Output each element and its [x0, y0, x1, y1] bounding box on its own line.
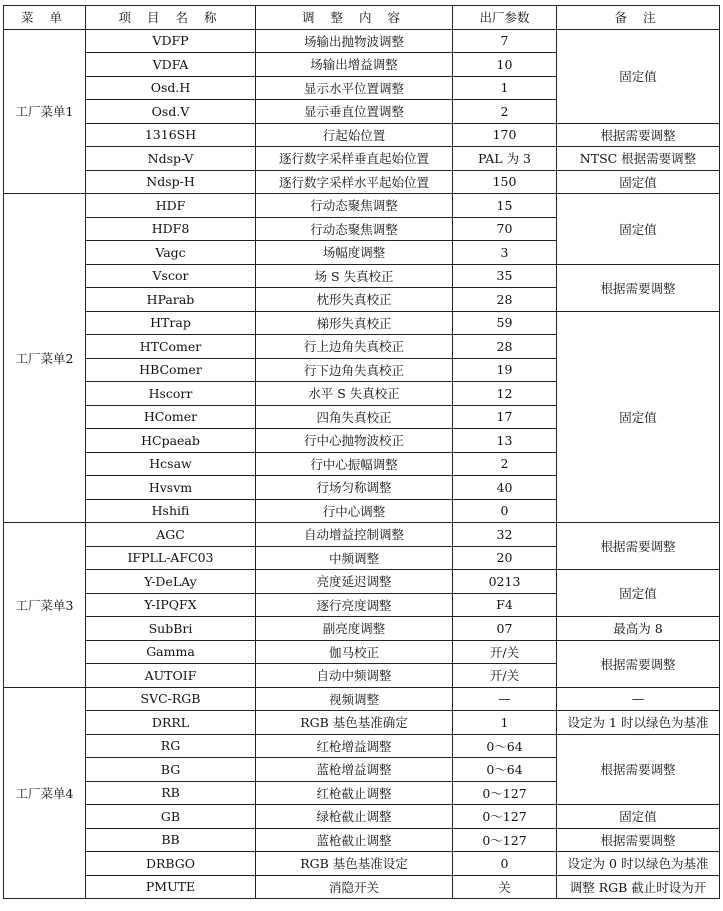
table-row [4, 123, 720, 147]
item-name-cell: HDF [86, 194, 256, 218]
table-row [4, 170, 720, 194]
factory-value-cell: 150 [453, 170, 557, 194]
factory-value-cell: 20 [453, 546, 557, 570]
adjust-content-cell: 场幅度调整 [256, 241, 453, 265]
factory-value-cell: 开/关 [453, 664, 557, 688]
item-name-cell: RB [86, 781, 256, 805]
item-name-cell: AGC [86, 523, 256, 547]
item-name-cell: Ndsp-V [86, 147, 256, 171]
table-row [4, 617, 720, 641]
remark-cell: 设定为 0 时以绿色为基准 [557, 852, 720, 876]
factory-value-cell: 10 [453, 53, 557, 77]
factory-value-cell: — [453, 687, 557, 711]
table-row [4, 194, 720, 218]
table-row [4, 875, 720, 899]
factory-value-cell: 0～127 [453, 805, 557, 829]
adjust-content-cell: 行动态聚焦调整 [256, 217, 453, 241]
table-row [4, 828, 720, 852]
adjust-content-cell: 行中心振幅调整 [256, 452, 453, 476]
adjust-content-cell: 红枪增益调整 [256, 734, 453, 758]
header-row [4, 6, 720, 30]
table-row [4, 805, 720, 829]
remark-cell: 设定为 1 时以绿色为基准 [557, 711, 720, 735]
factory-value-cell: 0～64 [453, 758, 557, 782]
item-name-cell: HParab [86, 288, 256, 312]
factory-value-cell: 28 [453, 335, 557, 359]
adjust-content-cell: 场 S 失真校正 [256, 264, 453, 288]
adjust-content-cell: 伽马校正 [256, 640, 453, 664]
item-name-cell: HTComer [86, 335, 256, 359]
adjust-content-cell: 行中心调整 [256, 499, 453, 523]
factory-value-cell: 0 [453, 499, 557, 523]
factory-value-cell: 开/关 [453, 640, 557, 664]
factory-value-cell: 0 [453, 852, 557, 876]
item-name-cell: SubBri [86, 617, 256, 641]
factory-value-cell: 12 [453, 382, 557, 406]
item-name-cell: Gamma [86, 640, 256, 664]
item-name-cell: DRBGO [86, 852, 256, 876]
adjust-content-cell: 蓝枪增益调整 [256, 758, 453, 782]
item-name-cell: DRRL [86, 711, 256, 735]
table-row [4, 523, 720, 547]
remark-cell: 根据需要调整 [557, 123, 720, 147]
header-remarks: 备 注 [557, 6, 720, 30]
remark-cell: 固定值 [557, 170, 720, 194]
factory-value-cell: 0～64 [453, 734, 557, 758]
adjust-content-cell: 水平 S 失真校正 [256, 382, 453, 406]
adjust-content-cell: 蓝枪截止调整 [256, 828, 453, 852]
adjust-content-cell: 行动态聚焦调整 [256, 194, 453, 218]
item-name-cell: Vscor [86, 264, 256, 288]
item-name-cell: HDF8 [86, 217, 256, 241]
factory-value-cell: 1 [453, 76, 557, 100]
factory-value-cell: 35 [453, 264, 557, 288]
adjust-content-cell: 行中心抛物波校正 [256, 429, 453, 453]
table-row [4, 147, 720, 171]
table-row [4, 29, 720, 53]
item-name-cell: PMUTE [86, 875, 256, 899]
factory-value-cell: 15 [453, 194, 557, 218]
adjust-content-cell: 行上边角失真校正 [256, 335, 453, 359]
factory-value-cell: 关 [453, 875, 557, 899]
adjust-content-cell: 行起始位置 [256, 123, 453, 147]
remark-cell: 根据需要调整 [557, 523, 720, 570]
item-name-cell: BB [86, 828, 256, 852]
table-row [4, 734, 720, 758]
factory-value-cell: 3 [453, 241, 557, 265]
adjust-content-cell: 显示垂直位置调整 [256, 100, 453, 124]
table-row [4, 640, 720, 664]
factory-value-cell: 70 [453, 217, 557, 241]
factory-value-cell: 7 [453, 29, 557, 53]
item-name-cell: GB [86, 805, 256, 829]
adjust-content-cell: 自动中频调整 [256, 664, 453, 688]
adjust-content-cell: 行下边角失真校正 [256, 358, 453, 382]
factory-value-cell: 59 [453, 311, 557, 335]
item-name-cell: HBComer [86, 358, 256, 382]
menu-group-cell: 工厂菜单3 [4, 523, 86, 688]
factory-value-cell: 0～127 [453, 828, 557, 852]
adjust-content-cell: 梯形失真校正 [256, 311, 453, 335]
item-name-cell: Hscorr [86, 382, 256, 406]
header-adjust-content: 调 整 内 容 [256, 6, 453, 30]
adjust-content-cell: 四角失真校正 [256, 405, 453, 429]
remark-cell: 最高为 8 [557, 617, 720, 641]
header-factory-value: 出厂参数 [453, 6, 557, 30]
item-name-cell: Vagc [86, 241, 256, 265]
adjust-content-cell: 逐行亮度调整 [256, 593, 453, 617]
table-row [4, 570, 720, 594]
item-name-cell: Ndsp-H [86, 170, 256, 194]
factory-value-cell: 2 [453, 100, 557, 124]
remark-cell: 根据需要调整 [557, 734, 720, 805]
factory-value-cell: 13 [453, 429, 557, 453]
adjust-content-cell: 视频调整 [256, 687, 453, 711]
table-row [4, 687, 720, 711]
adjust-content-cell: 亮度延迟调整 [256, 570, 453, 594]
item-name-cell: BG [86, 758, 256, 782]
item-name-cell: VDFA [86, 53, 256, 77]
item-name-cell: RG [86, 734, 256, 758]
item-name-cell: HTrap [86, 311, 256, 335]
adjust-content-cell: 显示水平位置调整 [256, 76, 453, 100]
factory-value-cell: 19 [453, 358, 557, 382]
factory-value-cell: 32 [453, 523, 557, 547]
remark-cell: 固定值 [557, 311, 720, 523]
factory-value-cell: 28 [453, 288, 557, 312]
remark-cell: 固定值 [557, 570, 720, 617]
menu-group-cell: 工厂菜单4 [4, 687, 86, 899]
menu-group-cell: 工厂菜单2 [4, 194, 86, 523]
table-row [4, 264, 720, 288]
remark-cell: 根据需要调整 [557, 828, 720, 852]
factory-settings-table [3, 5, 720, 899]
item-name-cell: Y-IPQFX [86, 593, 256, 617]
remark-cell: 固定值 [557, 194, 720, 265]
item-name-cell: IFPLL-AFC03 [86, 546, 256, 570]
adjust-content-cell: 中频调整 [256, 546, 453, 570]
adjust-content-cell: 红枪截止调整 [256, 781, 453, 805]
factory-value-cell: 0～127 [453, 781, 557, 805]
remark-cell: 固定值 [557, 805, 720, 829]
item-name-cell: AUTOIF [86, 664, 256, 688]
remark-cell: 根据需要调整 [557, 264, 720, 311]
adjust-content-cell: 场输出抛物波调整 [256, 29, 453, 53]
adjust-content-cell: 行场匀称调整 [256, 476, 453, 500]
table-row [4, 852, 720, 876]
item-name-cell: VDFP [86, 29, 256, 53]
adjust-content-cell: 自动增益控制调整 [256, 523, 453, 547]
menu-group-cell: 工厂菜单1 [4, 29, 86, 194]
item-name-cell: 1316SH [86, 123, 256, 147]
item-name-cell: Hvsvm [86, 476, 256, 500]
adjust-content-cell: 逐行数字采样垂直起始位置 [256, 147, 453, 171]
factory-value-cell: 17 [453, 405, 557, 429]
factory-value-cell: 170 [453, 123, 557, 147]
table-row [4, 311, 720, 335]
adjust-content-cell: 绿枪截止调整 [256, 805, 453, 829]
factory-value-cell: 2 [453, 452, 557, 476]
header-item-name: 项 目 名 称 [86, 6, 256, 30]
item-name-cell: SVC-RGB [86, 687, 256, 711]
item-name-cell: HComer [86, 405, 256, 429]
remark-cell: 固定值 [557, 29, 720, 123]
remark-cell: NTSC 根据需要调整 [557, 147, 720, 171]
adjust-content-cell: 场输出增益调整 [256, 53, 453, 77]
remark-cell: 根据需要调整 [557, 640, 720, 687]
item-name-cell: HCpaeab [86, 429, 256, 453]
item-name-cell: Hcsaw [86, 452, 256, 476]
item-name-cell: Y-DeLAy [86, 570, 256, 594]
adjust-content-cell: 消隐开关 [256, 875, 453, 899]
factory-value-cell: PAL 为 3 [453, 147, 557, 171]
adjust-content-cell: RGB 基色基准设定 [256, 852, 453, 876]
factory-value-cell: 1 [453, 711, 557, 735]
table-body [4, 29, 720, 899]
factory-value-cell: 0213 [453, 570, 557, 594]
factory-value-cell: 07 [453, 617, 557, 641]
header-menu: 菜 单 [4, 6, 86, 30]
adjust-content-cell: 副亮度调整 [256, 617, 453, 641]
adjust-content-cell: 枕形失真校正 [256, 288, 453, 312]
remark-cell: 调整 RGB 截止时设为开 [557, 875, 720, 899]
adjust-content-cell: RGB 基色基准确定 [256, 711, 453, 735]
factory-value-cell: 40 [453, 476, 557, 500]
item-name-cell: Osd.H [86, 76, 256, 100]
item-name-cell: Hshifi [86, 499, 256, 523]
factory-value-cell: F4 [453, 593, 557, 617]
remark-cell: — [557, 687, 720, 711]
table-row [4, 711, 720, 735]
adjust-content-cell: 逐行数字采样水平起始位置 [256, 170, 453, 194]
item-name-cell: Osd.V [86, 100, 256, 124]
